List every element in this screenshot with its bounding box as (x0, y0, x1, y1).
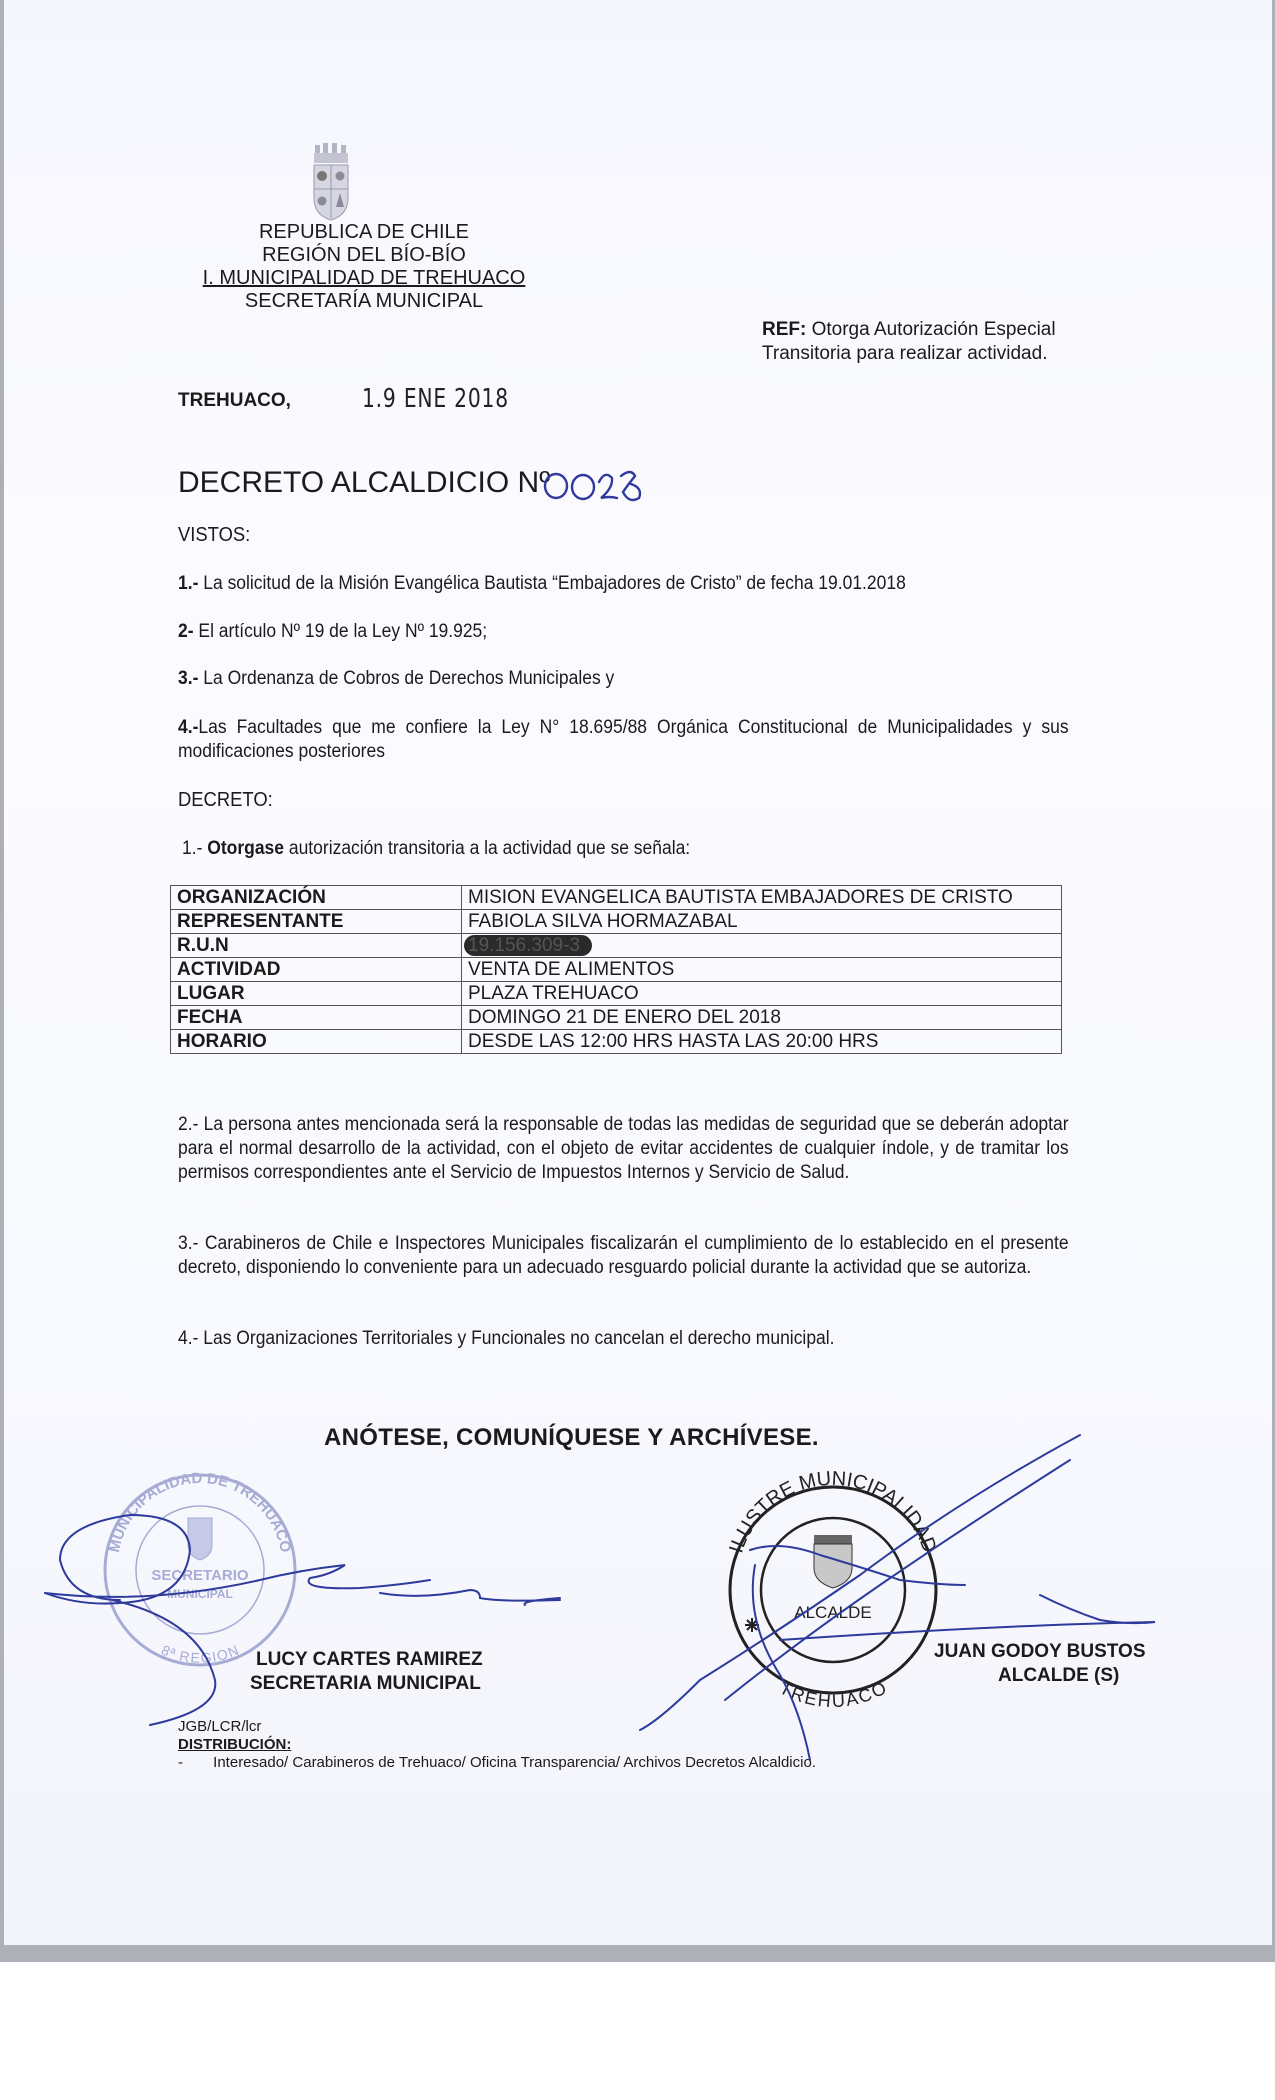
row-label: LUGAR (171, 982, 462, 1006)
reference-label: REF: (762, 319, 807, 340)
place-label: TREHUACO, (178, 390, 291, 411)
vistos-item-text: La solicitud de la Misión Evangélica Bautista “Embajadores de Cristo” de fecha 19.01.2018 (198, 573, 906, 594)
country-line: REPUBLICA DE CHILE (258, 221, 470, 243)
department-line: SECRETARÍA MUNICIPAL (244, 290, 484, 312)
secretary-name: LUCY CARTES RAMIREZ (256, 1649, 483, 1670)
vistos-item-text: El artículo Nº 19 de la Ley Nº 19.925; (193, 621, 488, 642)
mayor-stamp-city: TREHUACO (776, 1677, 890, 1712)
redacted-run: 19.156.309-3 (464, 935, 592, 956)
row-value: DESDE LAS 12:00 HRS HASTA LAS 20:00 HRS (462, 1030, 1062, 1054)
vistos-item-number: 1.- (178, 573, 199, 594)
row-label: R.U.N (171, 934, 462, 958)
initials: JGB/LCR/lcr (178, 1718, 262, 1735)
row-value: DOMINGO 21 DE ENERO DEL 2018 (462, 1006, 1062, 1030)
decree-title: DECRETO ALCALDICIO Nº (178, 466, 551, 499)
secretary-stamp-subtitle: MUNICIPAL (167, 1587, 233, 1601)
row-value: PLAZA TREHUACO (462, 982, 1062, 1006)
row-label: HORARIO (171, 1030, 462, 1054)
decreto-item-keyword: Otorgase (207, 838, 285, 859)
secretary-stamp-ring-text: MUNICIPALIDAD DE TREHUACO (105, 1469, 295, 1554)
municipality-line: I. MUNICIPALIDAD DE TREHUACO (202, 267, 526, 289)
mayor-name: JUAN GODOY BUSTOS (934, 1641, 1146, 1662)
row-label: REPRESENTANTE (171, 910, 462, 934)
vistos-heading: VISTOS: (178, 524, 251, 546)
distribution-text: Interesado/ Carabineros de Trehuaco/ Oficina Transparencia/ Archivos Decretos Alcaldicio. (213, 1754, 816, 1771)
row-value: VENTA DE ALIMENTOS (462, 958, 1062, 982)
vistos-item-number: 2- (178, 621, 194, 642)
decreto-item-2: 2.- La persona antes mencionada será la responsable de todas las medidas de seguridad que se deberán adoptar para el normal desarrollo de la actividad, con el objeto de evitar accidentes de cualquier índole, y de tramitar los permisos correspondientes ante el Servicio de Impuestos Internos y Servicio de Salud. (178, 1114, 1069, 1183)
region-line: REGIÓN DEL BÍO-BÍO (262, 244, 466, 266)
row-value: MISION EVANGELICA BAUTISTA EMBAJADORES DE CRISTO (462, 886, 1062, 910)
decreto-heading: DECRETO: (178, 789, 273, 811)
mayor-stamp-ring-text: ILUSTRE MUNICIPALIDAD (725, 1467, 941, 1556)
row-label: ACTIVIDAD (171, 958, 462, 982)
row-label: ORGANIZACIÓN (171, 886, 462, 910)
secretary-stamp (105, 1470, 295, 1666)
reference-text: Otorga Autorización Especial Transitoria para realizar actividad. (762, 319, 1056, 364)
vistos-item-number: 4.- (178, 717, 199, 738)
decreto-item-number: 1.- (182, 838, 208, 859)
secretary-role: SECRETARIA MUNICIPAL (250, 1673, 481, 1694)
vistos-item-text: La Ordenanza de Cobros de Derechos Municipales y (198, 668, 615, 689)
secretary-stamp-region: 8ª REGION (159, 1641, 241, 1666)
distribution-bullet: - (178, 1754, 183, 1771)
mayor-role: ALCALDE (S) (998, 1665, 1120, 1686)
closing-formula: ANÓTESE, COMUNÍQUESE Y ARCHÍVESE. (324, 1424, 819, 1451)
secretary-stamp-title: SECRETARIO (151, 1567, 249, 1584)
decreto-item-3: 3.- Carabineros de Chile e Inspectores Municipales fiscalizarán el cumplimiento de lo establecido en el presente decreto, disponiendo lo conveniente para un adecuado resguardo policial durante la actividad que se autoriza. (178, 1233, 1069, 1278)
row-label: FECHA (171, 1006, 462, 1030)
distribution-label: DISTRIBUCIÓN: (178, 1736, 292, 1753)
row-value: FABIOLA SILVA HORMAZABAL (462, 910, 1062, 934)
decreto-item-text: autorización transitoria a la actividad que se señala: (284, 838, 691, 859)
vistos-item-text: Las Facultades que me confiere la Ley N° 18.695/88 Orgánica Constitucional de Municipalidades y sus modificaciones posteriores (178, 717, 1069, 762)
decreto-item-4: 4.- Las Organizaciones Territoriales y Funcionales no cancelan el derecho municipal. (178, 1328, 835, 1349)
mayor-stamp-title: ALCALDE (794, 1603, 872, 1622)
vistos-item-number: 3.- (178, 668, 199, 689)
mayor-signature (640, 1435, 1155, 1760)
date-stamp: 1.9 ENE 2018 (362, 384, 509, 414)
